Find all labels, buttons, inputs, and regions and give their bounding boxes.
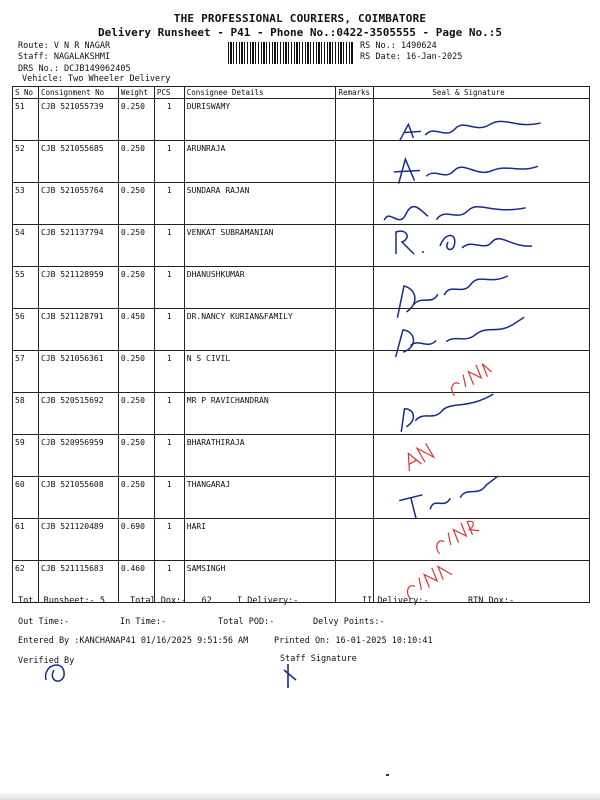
cell-weight: 0.250 [118,435,154,477]
cell-consignee: ARUNRAJA [184,141,336,183]
cell-remarks [336,477,374,519]
cell-consignment: CJB 521055764 [38,183,118,225]
total-dox: Total Dox:- 62 [130,596,212,606]
cell-remarks [336,309,374,351]
rs-date: RS Date: 16-Jan-2025 [360,52,463,62]
cell-consignment: CJB 520956959 [38,435,118,477]
table-row [13,435,590,477]
cell-consignment: CJB 521128959 [38,267,118,309]
cell-consignment: CJB 521137794 [38,225,118,267]
tot-runsheet: Tot. Runsheet:- 5 [18,596,105,606]
cell-sno: 62 [13,561,39,603]
cell-consignee: DHANUSHKUMAR [184,267,336,309]
barcode [228,42,354,64]
cell-pcs: 1 [154,99,184,141]
cell-weight: 0.250 [118,183,154,225]
cell-pcs: 1 [154,519,184,561]
cell-weight: 0.690 [118,519,154,561]
ii-delivery: II Delivery:- [362,596,429,606]
drs-number: DRS No.: DCJB149062405 [18,64,131,74]
cell-pcs: 1 [154,267,184,309]
cell-consignee: HARI [184,519,336,561]
col-signature: Seal & Signature [374,87,590,99]
cell-weight: 0.450 [118,309,154,351]
cell-remarks [336,141,374,183]
col-sno: S No [13,87,39,99]
signature-54 [392,226,542,259]
out-time: Out Time:- [18,617,70,627]
cell-sno: 54 [13,225,39,267]
company-title: THE PROFESSIONAL COURIERS, COIMBATORE [173,12,427,25]
cell-pcs: 1 [154,351,184,393]
cell-pcs: 1 [154,309,184,351]
cell-sno: 52 [13,141,39,183]
scan-edge [0,792,600,800]
entered-by: Entered By :KANCHANAP41 01/16/2025 9:51:56 AM [18,636,249,646]
cell-weight: 0.250 [118,99,154,141]
cell-weight: 0.250 [118,351,154,393]
cell-remarks [336,435,374,477]
cell-consignment: CJB 521055739 [38,99,118,141]
printed-on: Printed On: 16-01-2025 10:10:41 [274,636,433,646]
cell-remarks [336,183,374,225]
cell-consignee: MR P RAVICHANDRAN [184,393,336,435]
cell-consignment: CJB 521115683 [38,561,118,603]
cell-consignee: N S CIVIL [184,351,336,393]
total-pod: Total POD:- [218,617,275,627]
staff-signature: Staff Signature [280,654,357,664]
cell-remarks [336,99,374,141]
i-delivery: I Delivery:- [237,596,299,606]
staff: Staff: NAGALAKSHMI [18,52,111,62]
cell-consignee: DURISWAMY [184,99,336,141]
cell-remarks [336,393,374,435]
cell-consignee: SAMSINGH [184,561,336,603]
cell-pcs: 1 [154,141,184,183]
cell-remarks [336,267,374,309]
route: Route: V N R NAGAR [18,41,111,51]
cell-consignee: DR.NANCY KURIAN&FAMILY [184,309,336,351]
verified-by: Verified By [18,656,75,666]
cell-consignee: SUNDARA RAJAN [184,183,336,225]
cell-sno: 61 [13,519,39,561]
cell-sno: 56 [13,309,39,351]
cell-pcs: 1 [154,435,184,477]
cell-consignment: CJB 521055608 [38,477,118,519]
col-consignment: Consignment No [38,87,118,99]
cell-consignment: CJB 520515692 [38,393,118,435]
cell-weight: 0.250 [118,393,154,435]
staff-signature-mark [282,660,302,693]
cell-pcs: 1 [154,225,184,267]
col-pcs: PCS [154,87,184,99]
cell-remarks [336,519,374,561]
cell-sno: 57 [13,351,39,393]
cell-weight: 0.250 [118,267,154,309]
cell-remarks [336,225,374,267]
cell-sno: 58 [13,393,39,435]
table-row [13,519,590,561]
cell-consignment: CJB 521055685 [38,141,118,183]
cell-pcs: 1 [154,393,184,435]
vehicle: Vehicle: Two Wheeler Delivery [22,74,171,84]
cell-consignment: CJB 521056361 [38,351,118,393]
cell-consignment: CJB 521120489 [38,519,118,561]
rtn-dox: RTN Dox:- [468,596,515,606]
col-remarks: Remarks [336,87,374,99]
cell-weight: 0.250 [118,141,154,183]
cell-sno: 55 [13,267,39,309]
cell-weight: 0.250 [118,225,154,267]
in-time: In Time:- [120,617,167,627]
cell-weight: 0.250 [118,477,154,519]
cell-consignee: THANGARAJ [184,477,336,519]
cell-consignment: CJB 521128791 [38,309,118,351]
cell-weight: 0.460 [118,561,154,603]
delvy-points: Delvy Points:- [313,617,385,627]
cell-pcs: 1 [154,183,184,225]
col-weight: Weight [118,87,154,99]
col-consignee: Consignee Details [184,87,336,99]
cell-pcs: 1 [154,477,184,519]
cell-pcs: 1 [154,561,184,603]
rs-number: RS No.: 1490624 [360,41,437,51]
cell-sno: 60 [13,477,39,519]
cell-sno: 59 [13,435,39,477]
table-row [13,351,590,393]
cell-remarks [336,351,374,393]
cell-sno: 51 [13,99,39,141]
table-header-row [13,87,590,99]
cell-sno: 53 [13,183,39,225]
cell-consignee: BHARATHIRAJA [184,435,336,477]
runsheet-subtitle: Delivery Runsheet - P41 - Phone No.:0422-3505555 - Page No.:5 [98,26,502,39]
cell-consignee: VENKAT SUBRAMANIAN [184,225,336,267]
scan-speck [386,774,389,776]
